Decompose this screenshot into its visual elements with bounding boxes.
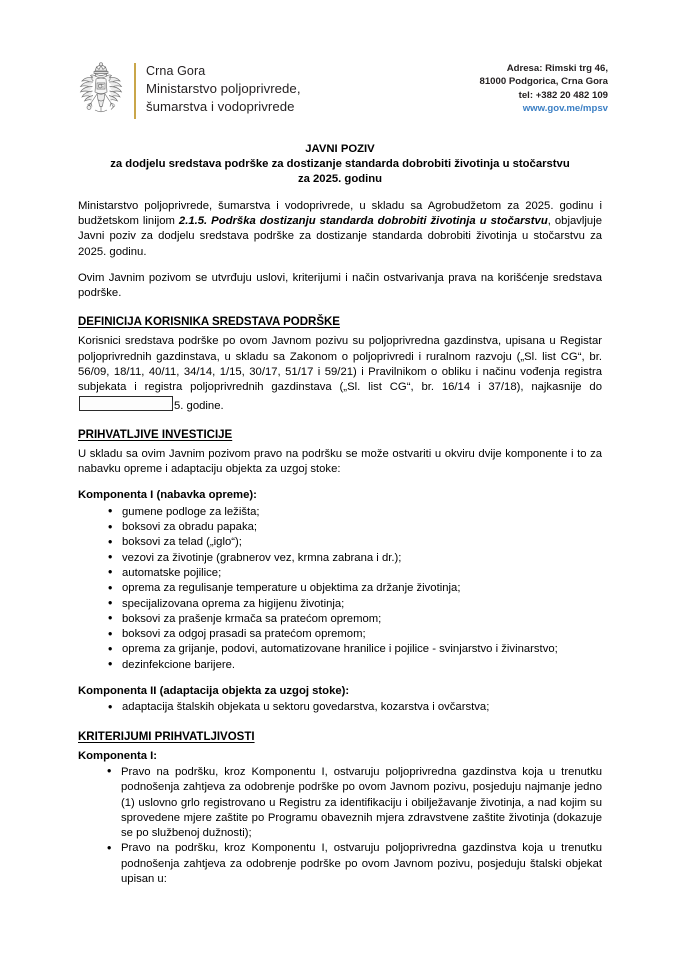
intro-p1-part-2: , objavljuje Javni poziv za dodjelu sredstava podrške za dostizanje standarda dobrobiti životinja u stočarstvu za 2025. godinu.	[78, 214, 602, 258]
budget-line-reference: 2.1.5. Podrška dostizanju standarda dobrobiti životinja u stočarstvu	[178, 214, 548, 227]
list-item: • gumene podloge za ležišta;	[78, 505, 602, 520]
country-name: Crna Gora	[146, 64, 206, 78]
list-item: • adaptacija štalskih objekata u sektoru govedarstva, kozarstva i ovčarstva;	[78, 700, 602, 715]
list-item: • Pravo na podršku, kroz Komponentu I, ostvaruju poljoprivredna gazdinstva koja u trenutku podnošenja zahtjeva za odobrenje podrške po ovom Javnom pozivu, posjeduju najmanje jedno (1) uslovno grlo registrovano u Registru za identifikaciju i obilježavanje životinja, a nad kojim su sprovedene mjere zaštite po Programu obaveznih mjera zdravstvene zaštite životinja (dokazuje se po službenoj dužnosti);	[78, 765, 602, 841]
list-item: • dezinfekcione barijere.	[78, 658, 602, 673]
list-item: • automatske pojilice;	[78, 566, 602, 581]
list-item: • boksovi za prašenje krmača sa pratećom opremom;	[78, 612, 602, 627]
ministry-name-line-2: šumarstva i vodoprivrede	[146, 98, 295, 114]
letterhead	[0, 56, 679, 138]
contact-address-line-2: 81000 Podgorica, Crna Gora	[479, 76, 608, 88]
ministry-identity	[76, 60, 301, 122]
subheading-komponenta-1-oprema: Komponenta I (nabavka opreme):	[78, 489, 257, 502]
list-item: • boksovi za odgoj prasadi sa pratećom opremom;	[78, 627, 602, 642]
document-content	[78, 142, 602, 887]
section-heading-investicije: PRIHVATLJIVE INVESTICIJE	[78, 428, 233, 441]
komponenta-2-list	[78, 700, 602, 715]
contact-address-line-1: Adresa: Rimski trg 46,	[506, 63, 608, 74]
subheading-komponenta-2-adaptacija: Komponenta II (adaptacija objekta za uzgoj stoke):	[78, 685, 350, 698]
contact-block	[480, 62, 609, 116]
list-item: • vezovi za životinje (grabnerov vez, krmna zabrana i dr.);	[78, 551, 602, 566]
kriterijumi-komponenta-1-list	[78, 765, 602, 887]
definicija-part-2: 5. godine.	[174, 399, 224, 412]
definicija-part-1: Korisnici sredstava podrške po ovom Javnom pozivu su poljoprivredna gazdinstva, upisana u Registar poljoprivrednih gazdinstava, u skladu sa Zakonom o poljoprivredi i ruralnom razvoju („Sl. list CG“, br. 56/09, 18/11, 40/11, 34/14, 1/15, 30/17, 51/17 i 59/21) i Pravilnikom o obliku i načinu vođenja registra subjekata i registra poljoprivrednih gazdinstava („Sl. list CG“, br. 16/14 i 37/18), najkasnije do	[78, 335, 602, 394]
letterhead-divider	[134, 63, 136, 119]
title-line-3: za 2025. godinu	[297, 173, 383, 186]
list-item: • oprema za regulisanje temperature u objektima za držanje životinja;	[78, 581, 602, 596]
ministry-name-line-1: Ministarstvo poljoprivrede,	[146, 81, 301, 96]
intro-paragraph-1	[78, 199, 602, 260]
section-heading-kriterijumi: KRITERIJUMI PRIHVATLJIVOSTI	[78, 730, 255, 743]
list-item: • boksovi za obradu papaka;	[78, 520, 602, 535]
title-line-2: za dodjelu sredstava podrške za dostizanje standarda dobrobiti životinja u stočarstvu	[110, 158, 570, 171]
montenegro-coat-of-arms-icon	[76, 60, 126, 122]
title-line-1: JAVNI POZIV	[305, 143, 375, 155]
list-item: • Pravo na podršku, kroz Komponentu I, ostvaruju poljoprivredna gazdinstva koja u trenutku podnošenja zahtjeva za odobrenje podrške po ovom Javnom pozivu, posjeduju štalski objekat upisan u:	[78, 841, 602, 887]
definicija-paragraph	[78, 334, 602, 413]
ministry-website-link[interactable]: www.gov.me/mpsv	[522, 103, 608, 115]
contact-phone: tel: +382 20 482 109	[518, 89, 608, 101]
list-item: • oprema za grijanje, podovi, automatizovane hranilice i pojilice - svinjarstvo i živinarstvo;	[78, 642, 602, 657]
investicije-paragraph: U skladu sa ovim Javnim pozivom pravo na podršku se može ostvariti u okviru dvije komponente i to za nabavku opreme i adaptaciju objekta za uzgoj stoke:	[78, 447, 602, 476]
intro-paragraph-2: Ovim Javnim pozivom se utvrđuju uslovi, kriterijumi i način ostvarivanja prava na korišćenje sredstava podrške.	[78, 271, 602, 300]
subheading-kriterijumi-komponenta-1: Komponenta I:	[78, 749, 158, 762]
ministry-name-block	[146, 60, 301, 115]
page-title	[78, 142, 602, 188]
list-item: • specijalizovana oprema za higijenu životinja;	[78, 597, 602, 612]
intro-p1-part-1: Ministarstvo poljoprivrede, šumarstva i vodoprivrede, u skladu sa Agrobudžetom za 2025. godinu i budžetskom linijom	[78, 199, 602, 227]
komponenta-1-list	[78, 505, 602, 673]
section-heading-definicija: DEFINICIJA KORISNIKA SREDSTAVA PODRŠKE	[78, 316, 340, 329]
blank-date-field[interactable]	[79, 396, 173, 411]
list-item: • boksovi za telad („iglo“);	[78, 535, 602, 550]
